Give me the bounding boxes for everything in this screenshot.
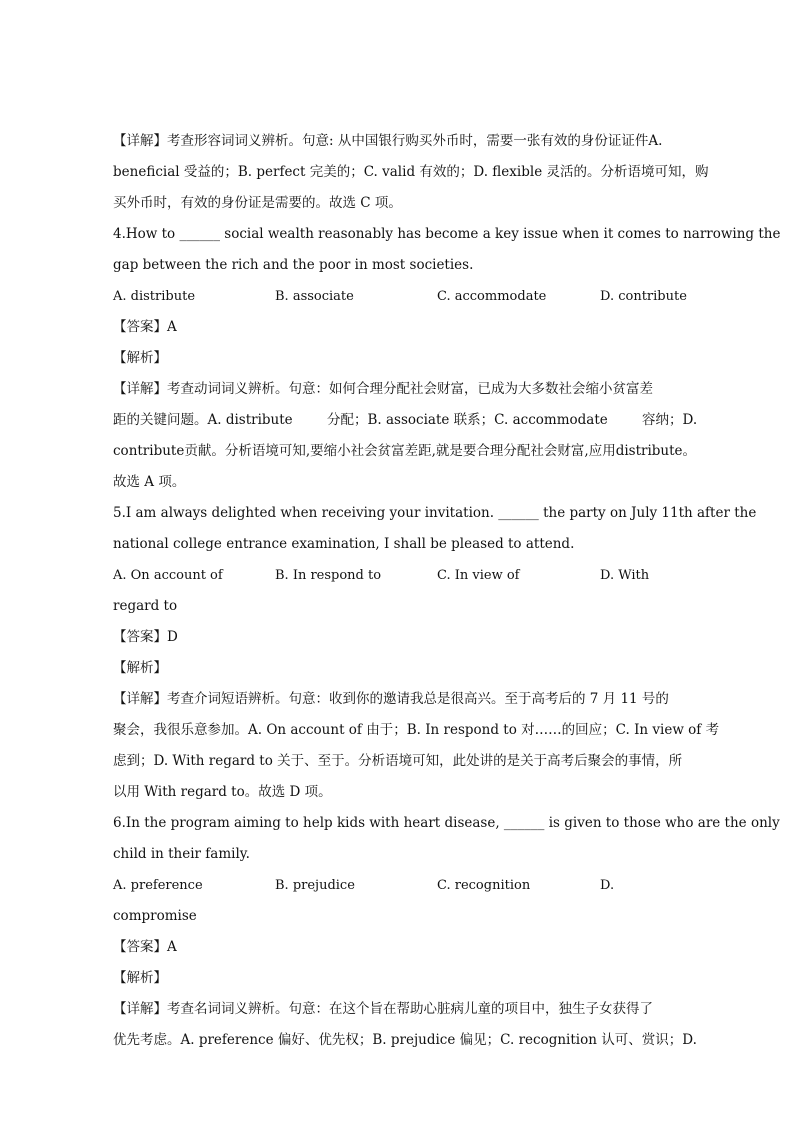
detail-line: 聚会，我很乐意参加。A. On account of 由于；B. In respond to 对……的回应；C. In view of 考 [113, 722, 720, 738]
option-a: A. distribute [113, 289, 196, 304]
option-d: D. [600, 878, 615, 893]
detail-line: 以用 With regard to。故选 D 项。 [113, 784, 332, 800]
question-stem: gap between the rich and the poor in most societies. [113, 257, 474, 273]
detail-line: 【详解】考查动词词义辨析。句意：如何合理分配社会财富，已成为大多数社会缩小贫富差 [113, 381, 653, 397]
analysis-label: 【解析】 [113, 970, 167, 986]
answer-label: 【答案】D [113, 629, 178, 645]
question-5 [113, 498, 757, 808]
detail-line: 优先考虑。A. preference 偏好、优先权；B. prejudice 偏见；C. recognition 认可、赏识；D. [113, 1032, 697, 1048]
option-b: B. prejudice [275, 878, 355, 893]
detail-line: 【详解】考查名词词义辨析。句意：在这个旨在帮助心脏病儿童的项目中，独生子女获得了 [113, 1001, 653, 1017]
option-overflow: regard to [113, 598, 178, 614]
option-overflow: compromise [113, 908, 197, 924]
option-c: C. recognition [437, 878, 531, 893]
question-stem: 4.How to ______ social wealth reasonably has become a key issue when it comes to narrowing the [113, 226, 781, 242]
answer-label: 【答案】A [113, 939, 177, 955]
option-a: A. On account of [113, 568, 223, 583]
option-d: D. contribute [600, 289, 687, 304]
detail-line: 虑到；D. With regard to 关于、至于。分析语境可知，此处讲的是关于高考后聚会的事情，所 [113, 753, 683, 769]
option-a: A. preference [113, 878, 203, 893]
question-6 [113, 808, 780, 1056]
analysis-label: 【解析】 [113, 660, 167, 676]
option-c: C. accommodate [437, 289, 547, 304]
detail-line: 距的关键问题。A. distribute 分配；B. associate 联系；C. accommodate 容纳；D. [113, 412, 698, 428]
question-4 [113, 219, 781, 498]
text-line: beneficial 受益的；B. perfect 完美的；C. valid 有效的；D. flexible 灵活的。分析语境可知，购 [113, 164, 709, 180]
text-line: 【详解】考查形容词词义辨析。句意: 从中国银行购买外币时，需要一张有效的身份证证件A. [113, 133, 663, 149]
question-stem: 6.In the program aiming to help kids with heart disease, ______ is given to those who are the only [113, 815, 780, 831]
option-row [113, 870, 681, 901]
option-d: D. With [600, 568, 650, 583]
analysis-label: 【解析】 [113, 350, 167, 366]
document-page [113, 126, 781, 1056]
detail-line: 【详解】考查介词短语辨析。句意：收到你的邀请我总是很高兴。至于高考后的 7 月 11 号的 [113, 691, 669, 707]
question-stem: 5.I am always delighted when receiving your invitation. ______ the party on July 11th after the [113, 505, 757, 521]
option-b: B. associate [275, 289, 354, 304]
detail-line: 故选 A 项。 [113, 474, 186, 490]
answer-label: 【答案】A [113, 319, 177, 335]
text-line: 买外币时，有效的身份证是需要的。故选 C 项。 [113, 195, 402, 211]
question-stem: child in their family. [113, 846, 250, 862]
prev-explanation [113, 126, 709, 219]
question-stem: national college entrance examination, I shall be pleased to attend. [113, 536, 575, 552]
option-b: B. In respond to [275, 568, 382, 583]
option-row [113, 560, 681, 591]
option-row [113, 281, 687, 312]
option-c: C. In view of [437, 568, 520, 583]
detail-line: contribute贡献。分析语境可知,要缩小社会贫富差距,就是要合理分配社会财富,应用distribute。 [113, 443, 697, 459]
